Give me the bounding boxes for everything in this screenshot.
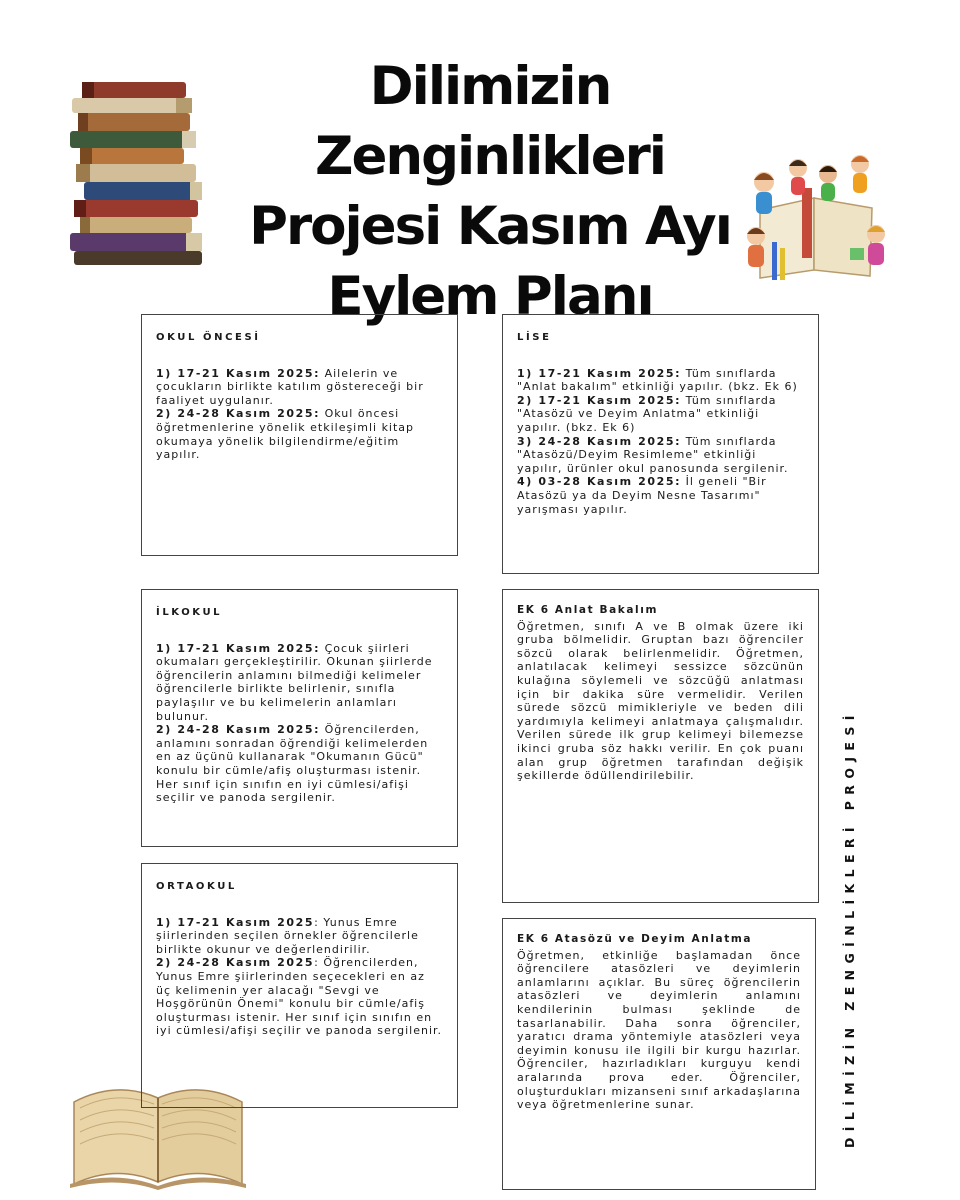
list-item: 1) 17-21 Kasım 2025: Ailelerin ve çocukların birlikte katılım göstereceği bir faaliyet uygulanır. <box>156 366 424 407</box>
list-item: 1) 17-21 Kasım 2025: Yunus Emre şiirlerinden seçilen örnekler öğrencilerle birlikte okunur ve değerlendirilir. <box>156 915 419 956</box>
book-stack-icon <box>66 78 208 268</box>
title-line-1: Dilimizin Zenginlikleri <box>315 56 665 187</box>
ortaokul-box <box>141 863 458 1108</box>
list-item: 1) 17-21 Kasım 2025: Tüm sınıflarda "Anlat bakalım" etkinliği yapılır. (bkz. Ek 6) <box>517 366 798 394</box>
side-label: DİLİMİZİN ZENGİNLİKLERİ PROJESİ <box>842 709 857 1148</box>
ilkokul-box <box>141 589 458 847</box>
ek6-anlat-heading: EK 6 Anlat Bakalım <box>517 604 658 616</box>
ek6-atasozu-box <box>502 918 816 1190</box>
title-line-2: Projesi Kasım Ayı <box>249 196 731 257</box>
list-item: 4) 03-28 Kasım 2025: İl geneli "Bir Atasözü ya da Deyim Nesne Tasarımı" yarışması yapılır. <box>517 475 767 516</box>
ek6-atasozu-heading: EK 6 Atasözü ve Deyim Anlatma <box>517 933 753 945</box>
lise-box <box>502 314 819 574</box>
list-item: 2) 17-21 Kasım 2025: Tüm sınıflarda "Atasözü ve Deyim Anlatma" etkinliği yapılır. (bkz. Ek 6) <box>517 393 777 434</box>
page-title <box>200 52 780 332</box>
ek6-anlat-body: Öğretmen, sınıfı A ve B olmak üzere iki gruba bölmelidir. Gruptan bazı öğrenciler sözcü olarak belirlenmelidir. Öğretmen, anlatılacak kelimeyi sessizce sözcünün kulağına söylemeli ve sözcüğü anlatması için bir dakika süre vermelidir. Verilen sürede sözcü mimikleriyle ve beden dili yardımıyla kelimeyi anlatmaya çalışmalıdır. Verilen sürede ilk grup kelimeyi bilemezse ikinci gruba söz hakkı verilir. En çok puanı alan grup öğretmen tarafından değişik şekillerde ödüllendirilebilir. <box>517 619 804 783</box>
list-item: 2) 24-28 Kasım 2025: Öğrencilerden, anlamını sonradan öğrendiği kelimelerden en az üçünü kullanarak "Okumanın Gücü" konulu bir cümle/afiş oluşturması istenir. Her sınıf için sınıfın en iyi cümlesi/afişi seçilir ve panoda sergilenir. <box>156 723 429 805</box>
list-item: 1) 17-21 Kasım 2025: Çocuk şiirleri okumaları gerçekleştirilir. Okunan şiirlerde öğrencilerin anlamını bilmediği kelimeler öğrencilerle birlikte belirlenir, sınıfla paylaşılır ve bu kelimelerin anlamları bulunur. <box>156 641 433 723</box>
ortaokul-heading: ORTAOKUL <box>156 881 237 892</box>
ek6-anlat-bakalim-box <box>502 589 819 903</box>
ek6-atasozu-body: Öğretmen, etkinliğe başlamadan önce öğrencilere atasözleri ve deyimlerin anlamlarını açıklar. Bu süreç öğrencilerin atasözleri ve deyimlerin anlamını kendilerinin bulması şeklinde de tasarlanabilir. Daha sonra öğrenciler, yaratıcı drama yöntemiyle atasözleri veya deyimin konusu ile ilgili bir kurgu hazırlar. Öğrenciler, hazırladıkları kurguyu kendi aralarında prova eder. Öğrenciler, oluşturdukları mizanseni sınıf arkadaşlarına veya öğretmenlerine sunar. <box>517 948 801 1112</box>
lise-heading: LİSE <box>517 332 552 343</box>
list-item: 2) 24-28 Kasım 2025: Öğrencilerden, Yunus Emre şiirlerinden seçecekleri en az üç kelimenin yer alacağı "Sevgi ve Hoşgörünün Önemi" konulu bir cümle/afiş oluşturması istenir. Her sınıf için sınıfın en iyi cümlesi/afişi seçilir ve panoda sergilenir. <box>156 956 443 1038</box>
ilkokul-heading: İLKOKUL <box>156 607 223 618</box>
list-item: 3) 24-28 Kasım 2025: Tüm sınıflarda "Atasözü/Deyim Resimleme" etkinliği yapılır, ürünler okul panosunda sergilenir. <box>517 434 789 475</box>
title-line-3: Eylem Planı <box>327 266 653 327</box>
list-item: 2) 24-28 Kasım 2025: Okul öncesi öğretmenlerine yönelik etkileşimli kitap okumaya yönelik bilgilendirme/eğitim yapılır. <box>156 407 415 462</box>
okul-oncesi-box <box>141 314 458 556</box>
okul-oncesi-heading: OKUL ÖNCESİ <box>156 332 261 343</box>
